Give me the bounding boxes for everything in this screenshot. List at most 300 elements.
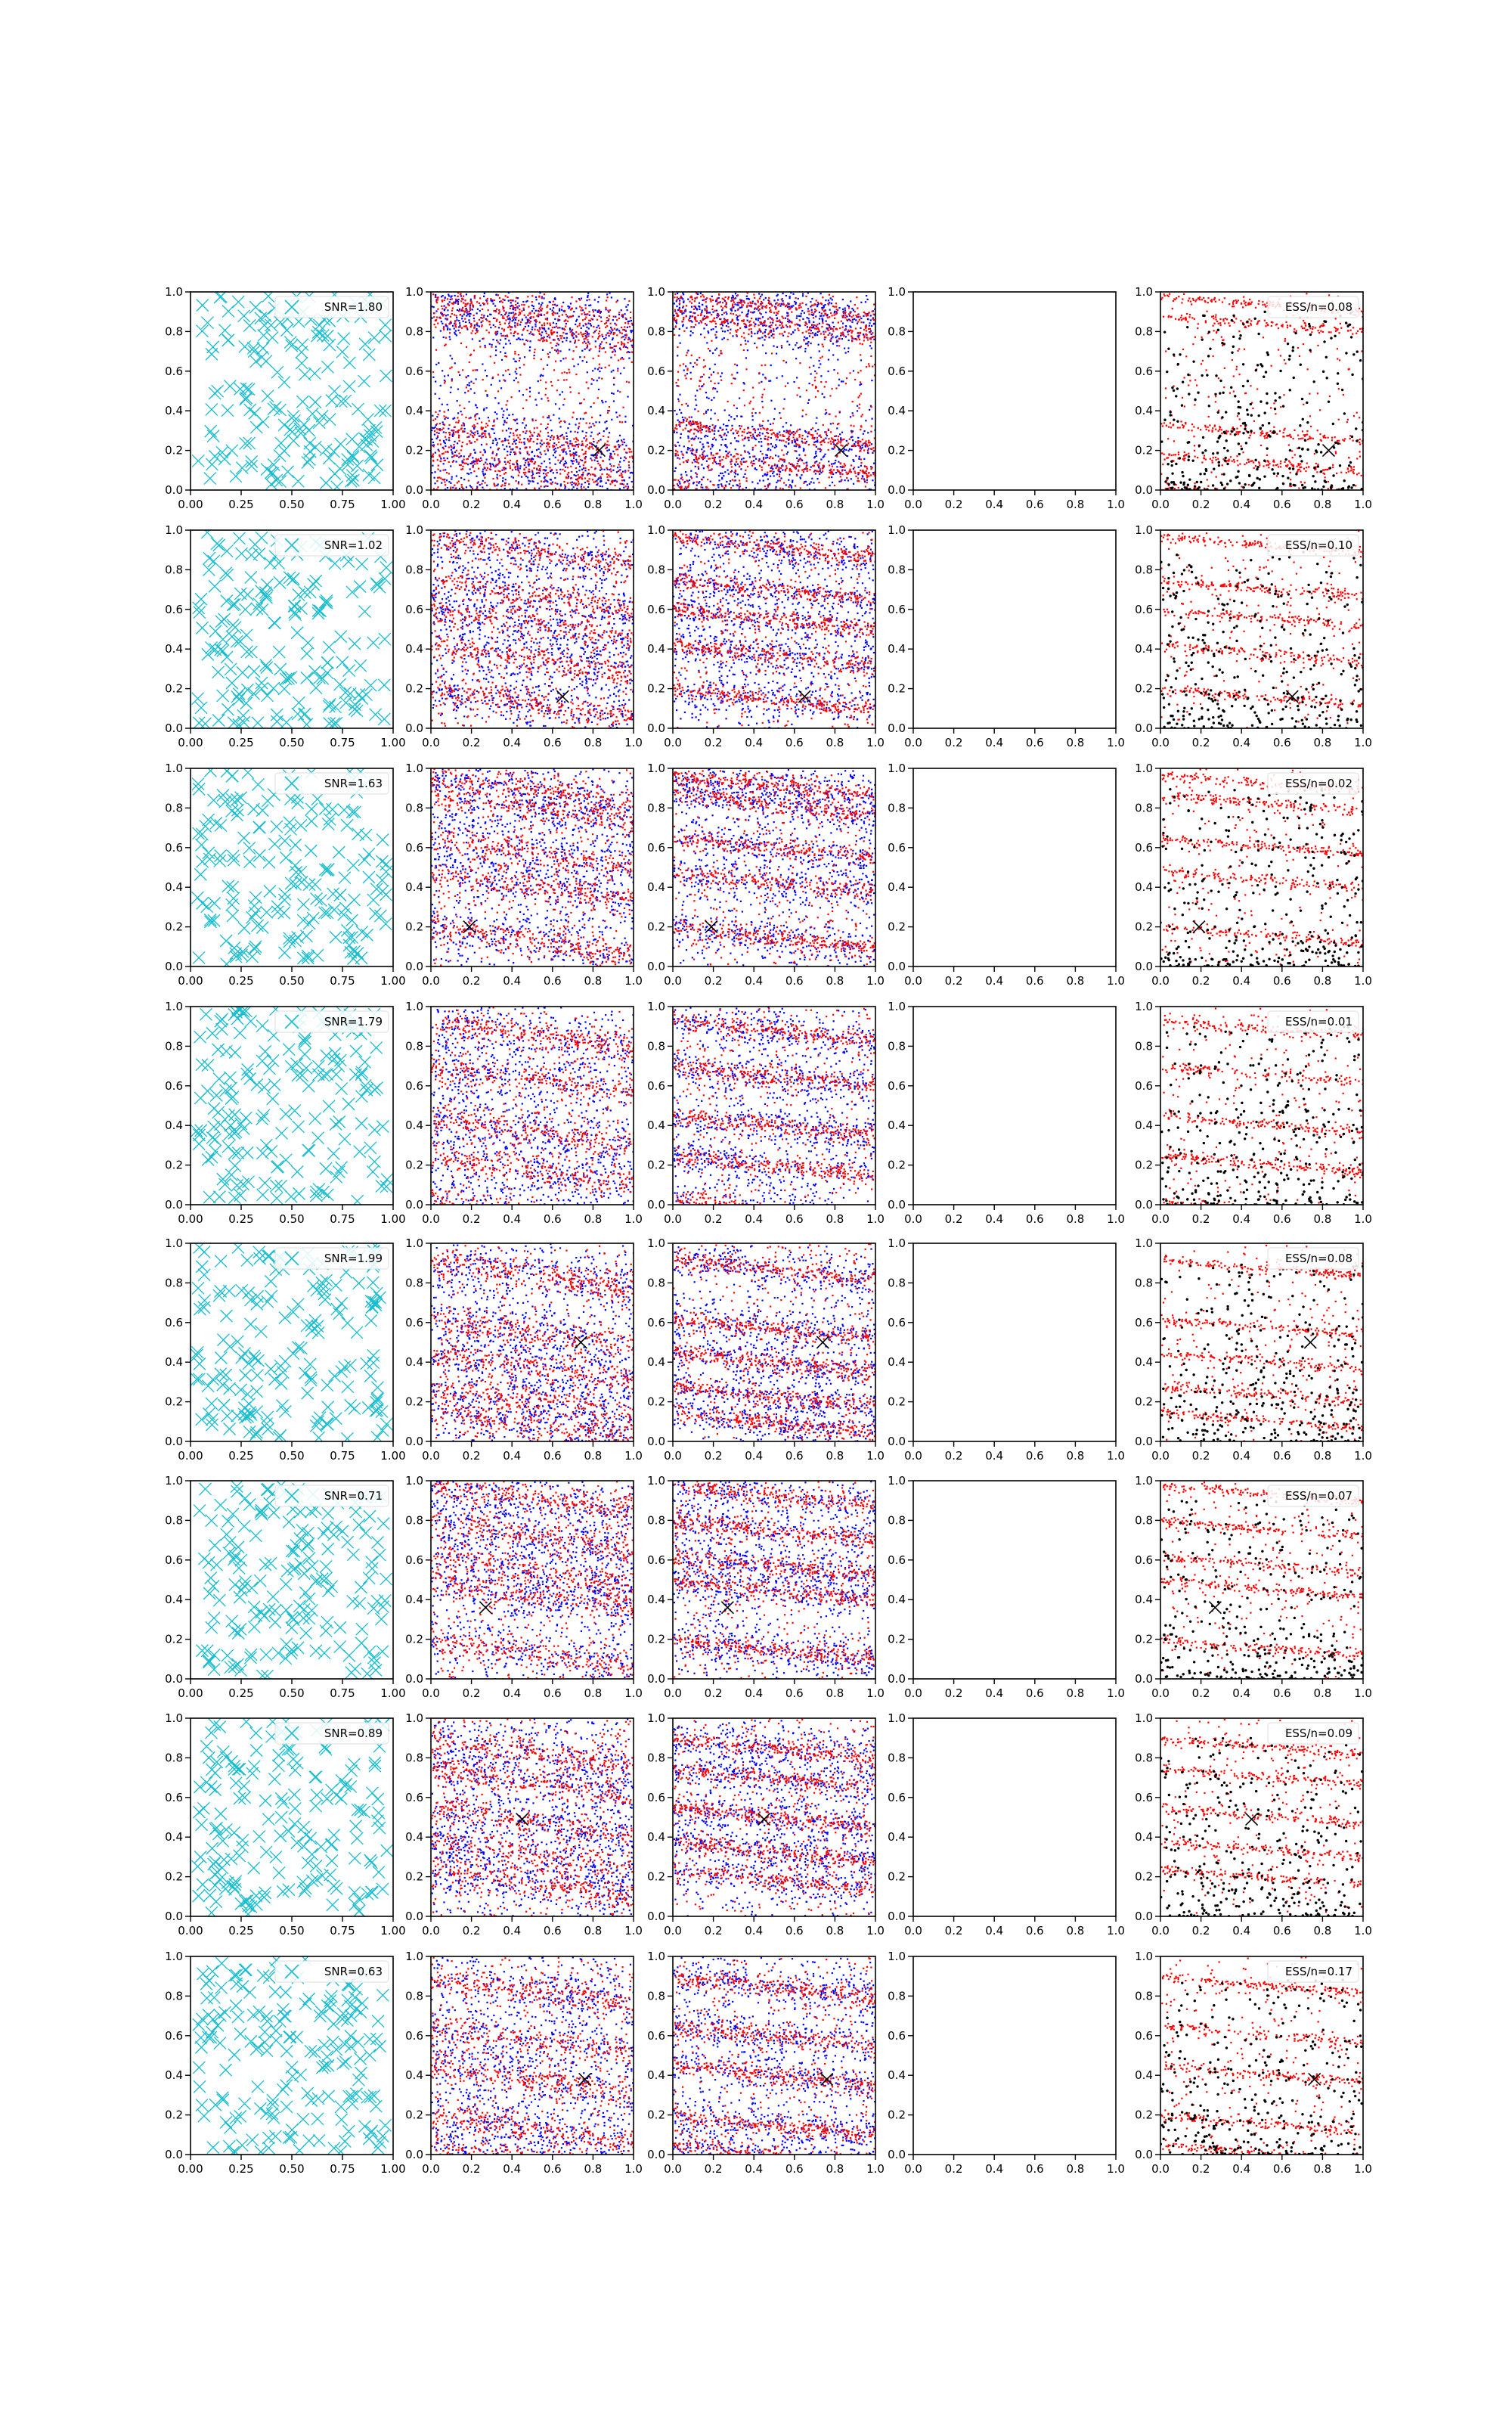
red-point	[742, 435, 743, 436]
blue-point	[679, 482, 680, 484]
red-point	[494, 485, 496, 486]
red-point	[773, 328, 774, 330]
red-point	[580, 476, 581, 478]
red-point	[479, 302, 480, 304]
red-point	[552, 313, 553, 315]
red-point	[550, 482, 551, 484]
red-point	[548, 334, 550, 336]
blue-point	[758, 441, 760, 442]
red-point	[788, 332, 789, 334]
blue-point	[559, 327, 560, 328]
red-point	[870, 342, 872, 343]
blue-point	[578, 364, 579, 365]
red-point	[438, 464, 439, 466]
blue-point	[600, 486, 601, 487]
red-point	[870, 355, 872, 357]
blue-point	[747, 340, 748, 342]
red-point	[863, 340, 865, 341]
blue-point	[690, 438, 692, 439]
blue-point	[791, 487, 792, 489]
blue-point	[721, 314, 723, 315]
blue-point	[492, 439, 494, 441]
red-point	[804, 321, 806, 323]
red-point	[599, 367, 600, 368]
blue-point	[706, 342, 708, 343]
red-point	[676, 428, 677, 430]
red-point	[599, 310, 600, 312]
sample-x-marker	[380, 370, 392, 382]
blue-point	[483, 449, 485, 451]
red-point	[686, 460, 687, 461]
red-point	[451, 310, 453, 312]
blue-point	[516, 377, 517, 379]
red-point	[530, 331, 531, 333]
blue-point	[593, 459, 595, 461]
blue-point	[502, 414, 503, 415]
blue-point	[523, 442, 525, 443]
red-point	[750, 435, 751, 436]
blue-point	[476, 430, 478, 432]
red-point	[620, 483, 621, 485]
blue-point	[538, 392, 540, 394]
blue-point	[687, 448, 689, 450]
red-point	[727, 455, 729, 457]
red-point	[572, 329, 573, 330]
blue-point	[443, 305, 445, 306]
sample-x-marker	[230, 470, 242, 482]
blue-point	[435, 310, 437, 312]
red-point	[834, 436, 835, 437]
red-point	[473, 470, 475, 472]
red-point	[758, 434, 759, 436]
blue-point	[449, 328, 451, 330]
red-point	[812, 384, 813, 386]
blue-point	[575, 324, 576, 325]
red-point	[631, 361, 633, 363]
red-point	[768, 302, 770, 303]
blue-point	[495, 349, 497, 351]
red-point	[570, 482, 572, 483]
red-point	[516, 323, 518, 324]
blue-point	[734, 437, 736, 439]
red-point	[516, 306, 518, 308]
blue-point	[793, 381, 795, 383]
red-point	[481, 421, 482, 423]
blue-point	[810, 373, 812, 374]
red-point	[830, 431, 832, 433]
blue-point	[866, 299, 868, 300]
red-point	[703, 425, 705, 427]
blue-point	[496, 340, 497, 341]
blue-point	[576, 418, 578, 420]
blue-point	[484, 345, 485, 346]
red-point	[613, 315, 615, 317]
blue-point	[848, 306, 850, 307]
red-point	[773, 334, 774, 335]
blue-point	[682, 325, 683, 327]
red-point	[467, 458, 469, 460]
blue-point	[497, 330, 498, 332]
red-point	[545, 473, 547, 475]
blue-point	[791, 485, 792, 486]
red-point	[594, 468, 596, 470]
red-point	[707, 479, 708, 480]
red-point	[587, 339, 588, 340]
red-point	[857, 477, 859, 479]
blue-point	[597, 301, 599, 302]
red-point	[811, 312, 813, 313]
blue-point	[431, 439, 432, 440]
red-point	[457, 422, 459, 424]
blue-point	[767, 448, 769, 449]
red-point	[869, 331, 871, 333]
red-point	[851, 340, 853, 342]
blue-point	[752, 449, 754, 451]
blue-point	[565, 340, 567, 341]
blue-point	[590, 323, 591, 324]
red-point	[857, 307, 858, 309]
red-point	[864, 473, 866, 474]
red-point	[488, 434, 490, 436]
red-point	[599, 315, 600, 317]
red-point	[530, 439, 531, 440]
red-point	[545, 394, 547, 396]
blue-point	[541, 331, 543, 333]
blue-point	[830, 423, 832, 424]
red-point	[827, 317, 829, 318]
blue-point	[715, 439, 717, 440]
sample-x-marker	[306, 408, 318, 420]
red-point	[863, 443, 864, 445]
blue-point	[449, 336, 451, 337]
blue-point	[611, 392, 612, 394]
blue-point	[519, 358, 521, 359]
blue-point	[683, 445, 685, 447]
red-point	[435, 349, 437, 351]
red-point	[700, 313, 702, 315]
red-point	[836, 312, 838, 314]
blue-point	[501, 359, 503, 361]
blue-point	[573, 486, 575, 488]
blue-point	[695, 395, 696, 396]
red-point	[450, 316, 451, 318]
red-point	[748, 321, 750, 323]
blue-point	[494, 459, 495, 461]
red-point	[845, 383, 847, 384]
red-point	[588, 299, 590, 300]
red-point	[804, 324, 806, 326]
red-point	[432, 460, 434, 461]
red-point	[435, 296, 436, 298]
blue-point	[841, 380, 842, 382]
red-point	[528, 458, 530, 460]
red-point	[564, 371, 565, 373]
red-point	[747, 437, 748, 439]
red-point	[731, 461, 733, 462]
red-point	[546, 439, 547, 440]
blue-point	[587, 486, 589, 488]
red-point	[445, 432, 447, 433]
red-point	[587, 335, 589, 337]
red-point	[692, 299, 693, 300]
blue-point	[717, 486, 719, 488]
red-point	[779, 458, 781, 460]
blue-point	[790, 424, 792, 426]
red-point	[748, 334, 749, 335]
blue-point	[831, 476, 832, 478]
red-point	[708, 470, 710, 471]
red-point	[548, 442, 550, 444]
sample-x-marker	[296, 396, 308, 408]
blue-point	[593, 441, 594, 442]
red-point	[595, 458, 596, 459]
red-point	[837, 439, 838, 440]
blue-point	[543, 473, 544, 474]
red-point	[782, 440, 784, 442]
blue-point	[818, 360, 820, 361]
red-point	[627, 342, 628, 343]
red-point	[505, 312, 507, 314]
blue-point	[447, 314, 448, 315]
blue-point	[519, 448, 521, 449]
red-point	[857, 332, 859, 334]
red-point	[443, 329, 445, 330]
red-point	[461, 327, 463, 329]
blue-point	[594, 368, 596, 369]
blue-point	[592, 423, 593, 424]
blue-point	[816, 441, 818, 442]
blue-point	[439, 410, 441, 411]
blue-point	[714, 364, 716, 365]
red-point	[448, 437, 450, 439]
blue-point	[440, 385, 442, 386]
blue-point	[677, 385, 678, 386]
red-point	[515, 480, 516, 482]
red-point	[736, 453, 737, 455]
blue-point	[826, 321, 827, 322]
blue-point	[770, 400, 772, 402]
red-point	[820, 436, 822, 438]
blue-point	[559, 310, 560, 312]
blue-point	[615, 411, 617, 413]
blue-point	[470, 486, 472, 488]
blue-point	[815, 441, 816, 442]
red-point	[482, 309, 483, 310]
blue-point	[448, 295, 450, 296]
blue-point	[582, 430, 584, 432]
blue-point	[747, 320, 748, 321]
red-point	[820, 444, 822, 445]
red-point	[605, 351, 606, 352]
blue-point	[833, 463, 835, 464]
red-point	[719, 456, 720, 458]
blue-point	[703, 327, 705, 329]
blue-point	[783, 430, 785, 432]
red-point	[731, 374, 733, 375]
blue-point	[700, 293, 702, 294]
red-point	[732, 319, 733, 321]
blue-point	[534, 455, 535, 457]
red-point	[741, 320, 742, 321]
blue-point	[690, 470, 692, 472]
blue-point	[497, 474, 498, 476]
red-point	[618, 342, 619, 343]
blue-point	[457, 412, 459, 414]
red-point	[528, 454, 530, 455]
red-point	[699, 385, 700, 386]
red-point	[606, 325, 608, 327]
blue-point	[591, 432, 593, 433]
red-point	[568, 369, 569, 371]
red-point	[513, 464, 515, 465]
red-point	[577, 478, 578, 479]
blue-point	[687, 349, 689, 351]
red-point	[504, 323, 506, 324]
blue-point	[491, 299, 492, 301]
blue-point	[836, 466, 838, 467]
red-point	[793, 466, 795, 467]
red-point	[781, 321, 782, 323]
blue-point	[819, 473, 820, 475]
red-point	[699, 380, 700, 381]
sample-x-marker	[271, 366, 284, 378]
blue-point	[564, 463, 565, 464]
red-point	[690, 378, 692, 380]
blue-point	[699, 442, 701, 443]
red-point	[613, 465, 615, 467]
blue-point	[497, 333, 498, 334]
red-point	[589, 343, 590, 344]
blue-point	[469, 313, 471, 315]
red-point	[834, 445, 835, 447]
red-point	[779, 473, 780, 475]
red-point	[537, 329, 538, 330]
blue-point	[819, 312, 820, 313]
red-point	[586, 331, 587, 333]
red-point	[519, 434, 521, 436]
red-point	[781, 449, 782, 451]
red-point	[734, 364, 736, 365]
blue-point	[621, 309, 622, 311]
blue-point	[819, 323, 820, 324]
red-point	[455, 455, 457, 456]
blue-point	[586, 432, 587, 433]
red-point	[583, 334, 584, 335]
red-point	[556, 438, 558, 439]
blue-point	[466, 309, 467, 311]
blue-point	[553, 322, 554, 324]
red-point	[515, 309, 516, 311]
red-point	[437, 459, 438, 461]
blue-point	[720, 436, 722, 438]
red-point	[814, 462, 816, 464]
red-point	[538, 472, 539, 473]
blue-point	[554, 304, 556, 306]
blue-point	[815, 333, 816, 334]
red-point	[798, 387, 800, 389]
blue-point	[518, 481, 519, 482]
sample-x-marker	[371, 459, 383, 471]
blue-point	[609, 458, 610, 460]
blue-point	[618, 444, 619, 445]
red-point	[736, 331, 737, 333]
blue-point	[513, 335, 514, 337]
blue-point	[761, 337, 763, 338]
red-point	[808, 313, 810, 315]
red-point	[783, 482, 785, 483]
red-point	[463, 424, 465, 425]
red-point	[511, 396, 513, 398]
red-point	[464, 318, 466, 319]
blue-point	[565, 461, 566, 462]
red-point	[631, 451, 632, 452]
blue-point	[719, 449, 720, 451]
blue-point	[544, 327, 545, 329]
red-point	[706, 307, 708, 309]
red-point	[737, 294, 739, 296]
blue-point	[807, 402, 809, 404]
blue-point	[613, 400, 615, 402]
red-point	[798, 465, 800, 467]
blue-point	[513, 312, 514, 313]
blue-point	[489, 314, 491, 315]
red-point	[683, 318, 684, 320]
red-point	[747, 427, 748, 429]
blue-point	[550, 420, 551, 421]
red-point	[802, 435, 804, 436]
red-point	[795, 324, 796, 325]
blue-point	[870, 315, 872, 316]
red-point	[473, 349, 475, 351]
red-point	[688, 422, 689, 424]
red-point	[740, 461, 742, 463]
blue-point	[870, 319, 872, 321]
blue-point	[628, 476, 630, 478]
sample-x-marker	[321, 361, 333, 373]
blue-point	[810, 343, 811, 344]
blue-point	[588, 327, 590, 329]
blue-point	[581, 350, 583, 352]
red-point	[739, 315, 740, 316]
blue-point	[850, 300, 851, 302]
red-point	[872, 314, 874, 315]
blue-point	[809, 483, 810, 485]
red-point	[782, 316, 783, 318]
red-point	[563, 481, 565, 482]
blue-point	[559, 469, 561, 470]
blue-point	[691, 417, 692, 418]
red-point	[469, 361, 470, 363]
red-point	[514, 467, 516, 468]
blue-point	[775, 486, 776, 488]
blue-point	[725, 445, 727, 447]
blue-point	[521, 476, 522, 478]
blue-point	[770, 365, 772, 366]
red-point	[513, 306, 514, 308]
red-point	[842, 332, 844, 334]
red-point	[591, 417, 593, 418]
blue-point	[556, 483, 558, 485]
blue-point	[474, 324, 476, 326]
blue-point	[718, 479, 720, 481]
red-point	[740, 455, 742, 456]
blue-point	[729, 414, 730, 416]
blue-point	[482, 363, 483, 365]
red-point	[705, 427, 707, 429]
blue-point	[575, 459, 577, 461]
red-point	[620, 349, 621, 350]
blue-point	[560, 485, 562, 486]
